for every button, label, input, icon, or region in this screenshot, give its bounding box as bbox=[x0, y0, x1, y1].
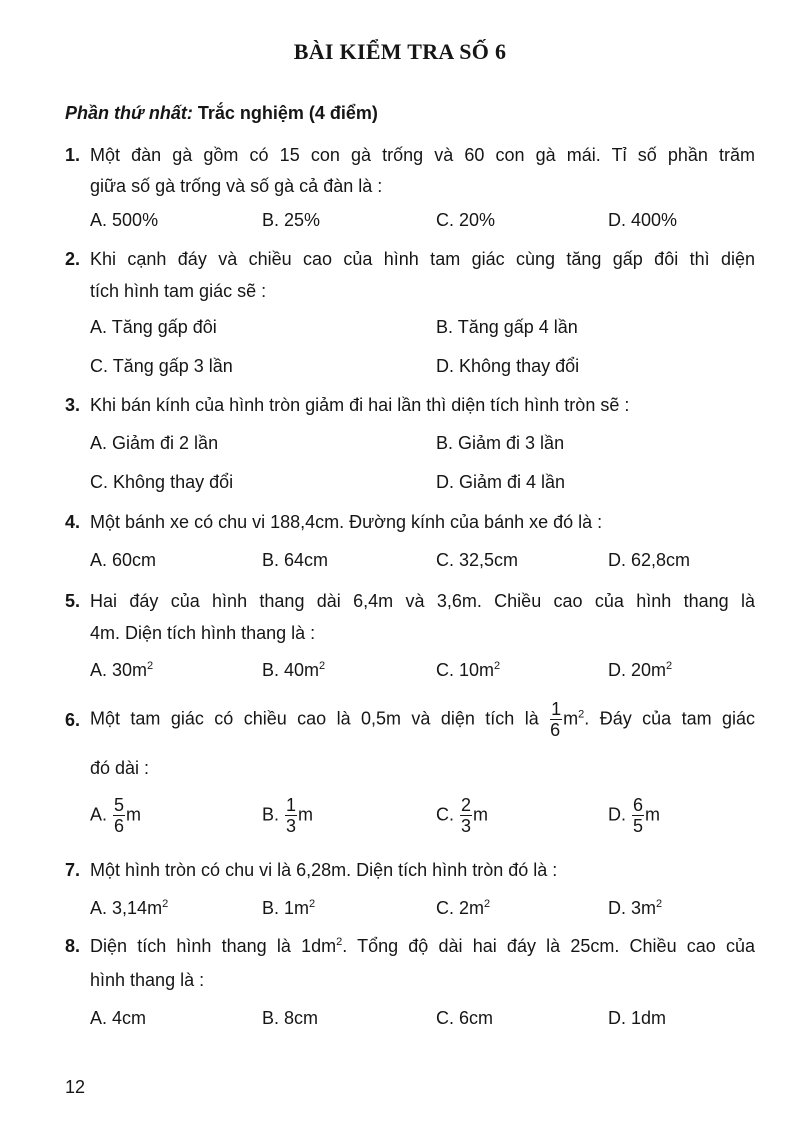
question-text-line: Một bánh xe có chu vi 188,4cm. Đường kính của bánh xe đó là : bbox=[90, 512, 603, 532]
option-c: C. 32,5cm bbox=[436, 550, 519, 570]
option-b: B. 64cm bbox=[262, 550, 329, 570]
question-number: 6. bbox=[65, 710, 81, 730]
question-text-line: Một đàn gà gồm có 15 con gà trống và 60 con gà mái. Tỉ số phần trăm bbox=[90, 145, 755, 165]
option-b: B. Tăng gấp 4 lần bbox=[436, 317, 578, 337]
section-heading bbox=[65, 102, 378, 124]
fraction: $\frac{5}{6}$ bbox=[114, 795, 125, 836]
page-title: BÀI KIỂM TRA SỐ 6 bbox=[293, 39, 507, 64]
option-a: A. $\frac{5}{6}$ m bbox=[90, 795, 142, 836]
question-text-line: Khi cạnh đáy và chiều cao của hình tam giác cùng tăng gấp đôi thì diện bbox=[90, 249, 755, 269]
option-a: A. 4cm bbox=[90, 1008, 147, 1028]
question-number: 2. bbox=[65, 249, 81, 269]
option-c: C. $\frac{2}{3}$ m bbox=[436, 795, 489, 836]
option-d: D. 1dm bbox=[608, 1008, 667, 1028]
option-b: B. Giảm đi 3 lần bbox=[436, 433, 565, 453]
option-b: B. $1m^2$ bbox=[262, 898, 316, 918]
fraction: $\frac{1}{3}$ bbox=[286, 795, 297, 836]
question-text-line: Một hình tròn có chu vi là 6,28m. Diện tích hình tròn đó là : bbox=[90, 860, 558, 880]
option-a: A. Giảm đi 2 lần bbox=[90, 433, 219, 453]
option-d: D. 400% bbox=[608, 210, 678, 230]
option-a: A. $30m^2$ bbox=[90, 660, 154, 680]
option-a: A. $3,14m^2$ bbox=[90, 898, 169, 918]
fraction: $\frac{2}{3}$ bbox=[461, 795, 472, 836]
option-a: A. 500% bbox=[90, 210, 159, 230]
question-text-line: Diện tích hình thang là $1dm^2$. Tổng độ dài hai đáy là 25cm. Chiều cao của bbox=[90, 936, 756, 956]
section-title: Trắc nghiệm (4 điểm) bbox=[197, 103, 378, 123]
option-c: C. Không thay đổi bbox=[90, 472, 234, 492]
question-text-line: Hai đáy của hình thang dài 6,4m và 3,6m. Chiều cao của hình thang là bbox=[90, 591, 755, 611]
question-text-line: đó dài : bbox=[90, 758, 150, 778]
question-number: 3. bbox=[65, 395, 81, 415]
option-c: C. $10m^2$ bbox=[436, 660, 501, 680]
option-b: B. 25% bbox=[262, 210, 321, 230]
fraction: $\frac{6}{5}$ bbox=[633, 795, 644, 836]
option-b: B. $40m^2$ bbox=[262, 660, 326, 680]
question-number: 8. bbox=[65, 936, 81, 956]
question-number: 5. bbox=[65, 591, 81, 611]
question-text-line: 4m. Diện tích hình thang là : bbox=[90, 623, 316, 643]
option-c: C. $2m^2$ bbox=[436, 898, 491, 918]
option-c: C. 20% bbox=[436, 210, 496, 230]
question-number: 7. bbox=[65, 860, 81, 880]
question-text-line: Khi bán kính của hình tròn giảm đi hai lần thì diện tích hình tròn sẽ : bbox=[90, 395, 630, 415]
option-d: D. $3m^2$ bbox=[608, 898, 663, 918]
question-text-line: tích hình tam giác sẽ : bbox=[90, 281, 267, 301]
option-c: C. 6cm bbox=[436, 1008, 494, 1028]
question-number: 4. bbox=[65, 512, 81, 532]
option-d: D. Giảm đi 4 lần bbox=[436, 472, 566, 492]
option-b: B. $\frac{1}{3}$ m bbox=[262, 795, 314, 836]
question-number: 1. bbox=[65, 145, 81, 165]
question-text-line: Một tam giác có chiều cao là 0,5m và diện tích là $\frac{1}{6}$ $m^2$. Đáy của tam giác bbox=[90, 699, 756, 740]
option-a: A. Tăng gấp đôi bbox=[90, 317, 217, 337]
option-c: C. Tăng gấp 3 lần bbox=[90, 356, 233, 376]
option-d: D. $20m^2$ bbox=[608, 660, 673, 680]
option-d: D. 62,8cm bbox=[608, 550, 691, 570]
question-text-line: giữa số gà trống và số gà cả đàn là : bbox=[90, 176, 383, 196]
fraction: $\frac{1}{6}$ bbox=[550, 699, 562, 740]
question-text-line: hình thang là : bbox=[90, 970, 205, 990]
option-d: D. Không thay đổi bbox=[436, 356, 580, 376]
page-number: 12 bbox=[65, 1077, 86, 1097]
option-a: A. 60cm bbox=[90, 550, 157, 570]
option-d: D. $\frac{6}{5}$ m bbox=[608, 795, 661, 836]
option-b: B. 8cm bbox=[262, 1008, 319, 1028]
section-label: Phần thứ nhất: bbox=[65, 103, 193, 123]
